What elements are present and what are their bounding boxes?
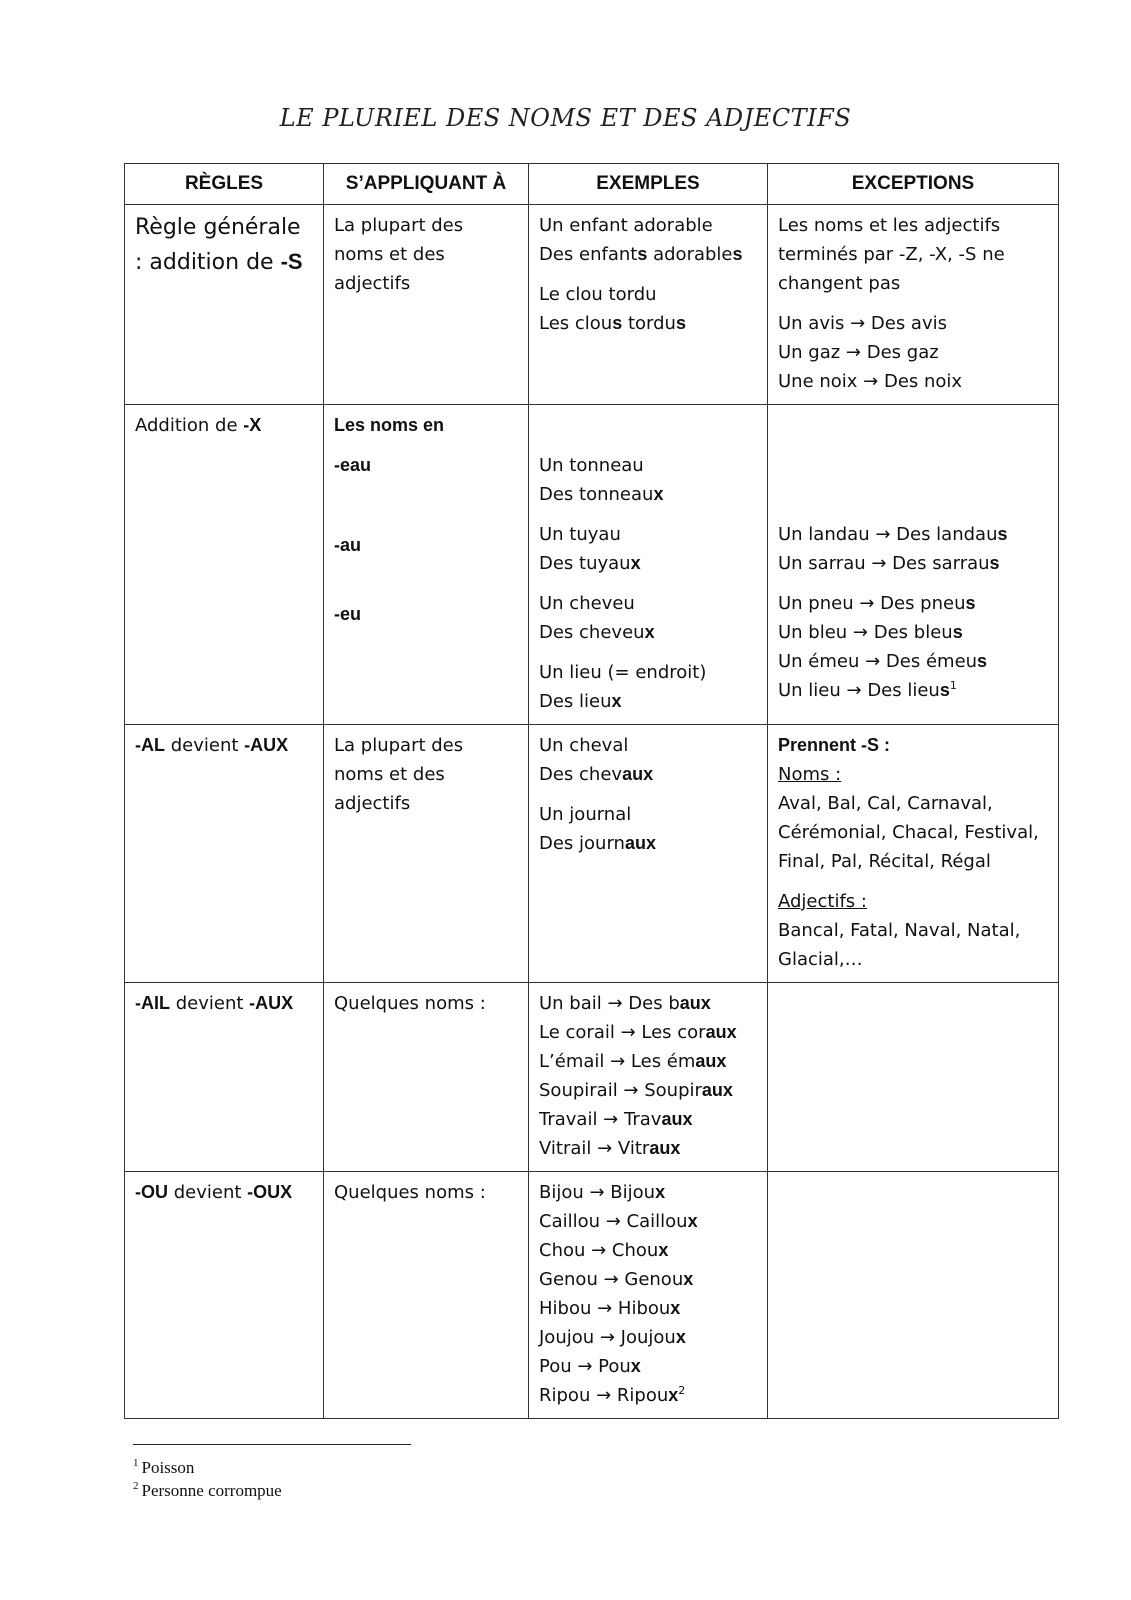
table-row — [125, 405, 1059, 725]
ending-group — [334, 531, 518, 589]
rich-line: Un landau → Des landaus — [778, 524, 1008, 545]
footnotes — [133, 1456, 282, 1502]
rich-line: Des cheveux — [539, 622, 655, 643]
footnote-item: $^2$ Personne corrompue — [133, 1480, 282, 1500]
rich-line: Des enfants adorables — [539, 244, 743, 265]
rich-line: Vitrail → Vitraux — [539, 1138, 681, 1159]
exceptions-cell — [768, 983, 1059, 1172]
rich-line: Chou → Choux — [539, 1240, 669, 1261]
rich-line: Travail → Travaux — [539, 1109, 693, 1130]
rich-line: Un journal — [539, 804, 632, 825]
applies-cell — [324, 983, 529, 1172]
rich-line: Soupirail → Soupiraux — [539, 1080, 733, 1101]
exceptions-intro: Les noms et les adjectifs terminés par -Z, -X, -S ne changent pas — [778, 215, 1005, 294]
applies-cell — [324, 205, 529, 405]
rule-cell — [125, 983, 324, 1172]
rich-line: Des chevaux — [539, 764, 654, 785]
rich-line: Un cheveu — [539, 593, 635, 614]
rich-line: Un enfant adorable — [539, 215, 713, 236]
rich-line: Les clous tordus — [539, 313, 686, 334]
adjectifs-label: Adjectifs : — [778, 891, 867, 912]
header-applique: S’APPLIQUANT À — [324, 164, 529, 205]
applies-text: Quelques noms : — [334, 993, 486, 1014]
rich-line: Un lieu (= endroit) — [539, 662, 707, 683]
applies-cell — [324, 405, 529, 725]
table-row — [125, 983, 1059, 1172]
examples-block — [539, 451, 757, 509]
rule-text: -AL devient -AUX — [135, 735, 289, 756]
applies-text: Quelques noms : — [334, 1182, 486, 1203]
exception-item: Une noix → Des noix — [778, 371, 963, 392]
table-row — [125, 725, 1059, 983]
noms-label: Noms : — [778, 764, 842, 785]
examples-cell — [529, 725, 768, 983]
exceptions-cell — [768, 725, 1059, 983]
applies-text: La plupart des noms et des adjectifs — [334, 215, 464, 294]
table-row — [125, 205, 1059, 405]
rich-line: Joujou → Joujoux — [539, 1327, 686, 1348]
rich-line: Hibou → Hiboux — [539, 1298, 681, 1319]
ending-label: -au — [334, 535, 361, 555]
exceptions-cell — [768, 405, 1059, 725]
footnote-divider — [133, 1444, 411, 1445]
rich-line: L’émail → Les émaux — [539, 1051, 727, 1072]
ending-label: -eu — [334, 604, 361, 624]
examples-block — [539, 1178, 757, 1410]
applies-text: La plupart des noms et des adjectifs — [334, 735, 464, 814]
applies-cell — [324, 725, 529, 983]
rich-line: Des journaux — [539, 833, 656, 854]
page-title: LE PLURIEL DES NOMS ET DES ADJECTIFS — [279, 104, 852, 132]
exceptions-block — [778, 589, 1048, 705]
ending-label: -eau — [334, 455, 372, 475]
ending-group — [334, 451, 518, 520]
exceptions-list — [778, 309, 1048, 396]
rich-line: Bijou → Bijoux — [539, 1182, 666, 1203]
table-header-row — [125, 164, 1059, 205]
applies-cell — [324, 1172, 529, 1419]
examples-block — [539, 520, 757, 578]
rule-text: Règle générale : addition de -S — [135, 215, 303, 275]
rich-line: Genou → Genoux — [539, 1269, 694, 1290]
applies-heading: Les noms en — [334, 415, 445, 435]
rich-line: Un pneu → Des pneus — [778, 593, 976, 614]
rich-line: Un bail → Des baux — [539, 993, 711, 1014]
examples-block — [539, 989, 757, 1163]
rule-cell — [125, 205, 324, 405]
rich-line: Des lieux — [539, 691, 622, 712]
header-regles: RÈGLES — [125, 164, 324, 205]
header-exemples: EXEMPLES — [529, 164, 768, 205]
rich-line: Un tonneau — [539, 455, 644, 476]
ending-group — [334, 600, 518, 629]
noms-list: Aval, Bal, Cal, Carnaval, Cérémonial, Chacal, Festival, Final, Pal, Récital, Régal — [778, 793, 1039, 872]
exceptions-cell — [768, 205, 1059, 405]
examples-block — [539, 211, 757, 338]
rich-line: Des tuyaux — [539, 553, 641, 574]
rule-cell — [125, 405, 324, 725]
rich-line: Un tuyau — [539, 524, 621, 545]
rule-text: Addition de -X — [135, 415, 262, 436]
examples-cell — [529, 205, 768, 405]
examples-cell — [529, 1172, 768, 1419]
exceptions-cell — [768, 1172, 1059, 1419]
rich-line: Le clou tordu — [539, 284, 657, 305]
footnote-item: $^1$ Poisson — [133, 1457, 195, 1477]
rich-line: Ripou → Ripoux$^2$ — [539, 1384, 686, 1406]
rule-text: -AIL devient -AUX — [135, 993, 294, 1014]
rich-line: Un bleu → Des bleus — [778, 622, 963, 643]
rich-line: Pou → Poux — [539, 1356, 641, 1377]
rich-line: Un lieu → Des lieus$^1$ — [778, 679, 957, 701]
exceptions-heading: Prennent -S : — [778, 735, 891, 755]
exceptions-block — [778, 520, 1048, 578]
examples-cell — [529, 405, 768, 725]
plural-rules-table — [124, 163, 1059, 1419]
rich-line: Un sarrau → Des sarraus — [778, 553, 1000, 574]
rule-cell — [125, 1172, 324, 1419]
rich-line: Caillou → Cailloux — [539, 1211, 698, 1232]
rich-line: Un émeu → Des émeus — [778, 651, 988, 672]
header-exceptions: EXCEPTIONS — [768, 164, 1059, 205]
examples-cell — [529, 983, 768, 1172]
examples-block — [539, 589, 757, 716]
rule-cell — [125, 725, 324, 983]
rich-line: Le corail → Les coraux — [539, 1022, 737, 1043]
table-row — [125, 1172, 1059, 1419]
adjectifs-list: Bancal, Fatal, Naval, Natal, Glacial,… — [778, 920, 1021, 970]
exception-item: Un avis → Des avis — [778, 313, 947, 334]
rich-line: Un cheval — [539, 735, 629, 756]
rich-line: Des tonneaux — [539, 484, 664, 505]
rule-text: -OU devient -OUX — [135, 1182, 293, 1203]
exception-item: Un gaz → Des gaz — [778, 342, 939, 363]
examples-block — [539, 731, 757, 858]
